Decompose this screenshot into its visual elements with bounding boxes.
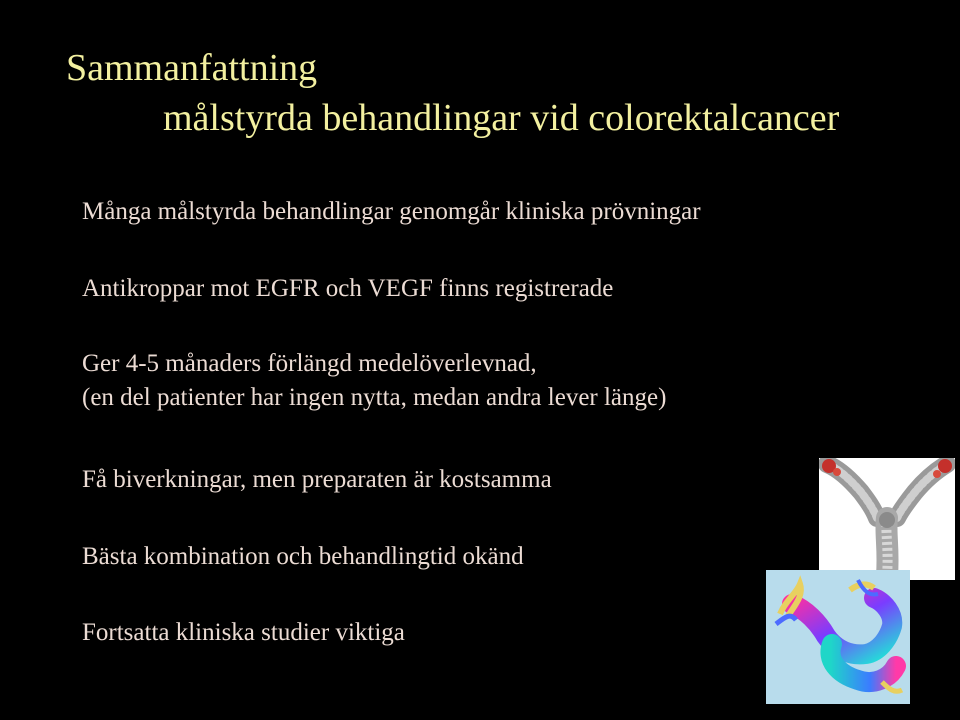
bullet-line: Ger 4-5 månaders förlängd medelöverlevnad, [82,350,537,377]
antibody-ribbon-structure-icon [819,458,955,580]
slide-title: Sammanfattning [66,47,318,89]
antibody-surface-figure [766,570,910,704]
bullet-line: Fortsatta kliniska studier viktiga [82,619,405,646]
antibody-ribbon-figure [819,458,955,580]
bullet-survival [82,347,666,415]
bullet-side-effects [82,463,552,496]
slide-subtitle: målstyrda behandlingar vid colorektalcancer [163,97,840,139]
bullet-best-combination [82,540,524,573]
bullet-line: (en del patienter har ingen nytta, medan andra lever länge) [82,384,667,411]
bullet-line: Få biverkningar, men preparaten är kostsamma [82,466,552,493]
bullet-line: Bästa kombination och behandlingtid okänd [82,543,524,570]
antibody-surface-model-icon [766,570,910,704]
bullet-line: Antikroppar mot EGFR och VEGF finns registrerade [82,275,614,302]
bullet-registered-antibodies [82,272,613,305]
bullet-further-studies [82,616,405,649]
bullet-line: Många målstyrda behandlingar genomgår kliniska prövningar [82,198,701,225]
bullet-clinical-trials [82,195,701,228]
